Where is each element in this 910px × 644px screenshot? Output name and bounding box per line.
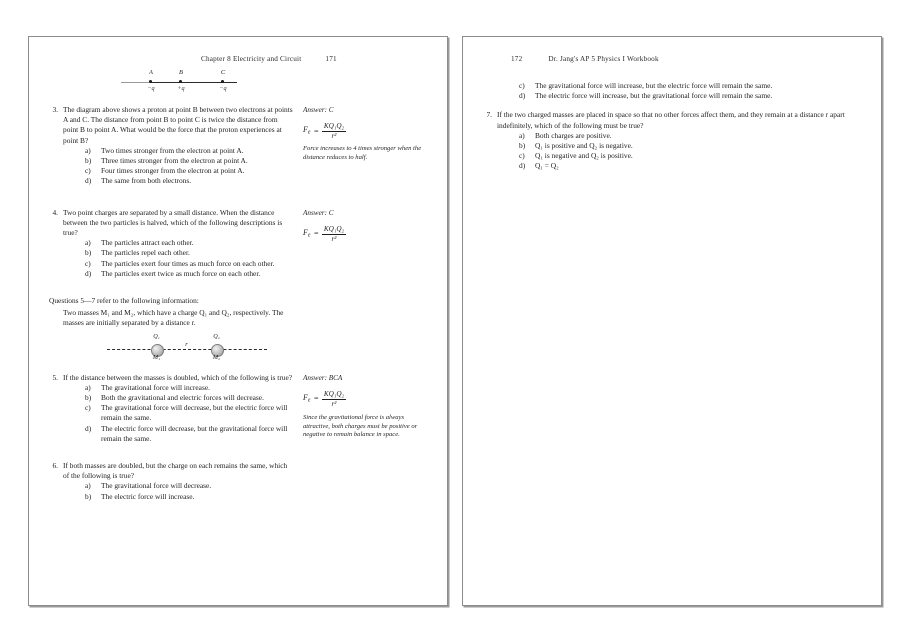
choice-label: c)	[85, 166, 91, 176]
formula-numerator: KQ₁Q₂	[322, 123, 346, 132]
left-header-folio: 171	[325, 55, 337, 63]
choice-label: c)	[85, 403, 91, 413]
answer-5	[303, 373, 427, 440]
formula-equals: =	[313, 229, 319, 239]
choice-text: Four times stronger from the electron at point A.	[101, 166, 245, 176]
choice[interactable]	[85, 383, 293, 393]
choice[interactable]	[519, 151, 861, 161]
figure-two-masses	[107, 333, 267, 363]
choice[interactable]	[85, 238, 293, 248]
right-header-folio: 172	[511, 55, 523, 63]
choice-text: The particles attract each other.	[101, 238, 194, 248]
figure-charge-q1: Q₁	[153, 332, 160, 340]
formula-fraction	[322, 226, 346, 243]
answer-4	[303, 208, 427, 243]
choice-label: b)	[85, 393, 92, 403]
choice-text: Both charges are positive.	[535, 130, 612, 140]
choice[interactable]	[519, 81, 861, 91]
question-6-stem: If both masses are doubled, but the charge on each remains the same, which of the following is true?	[63, 461, 288, 481]
formula-lhs: $F_e$	[303, 393, 311, 404]
question-5-stem: If the distance between the masses is doubled, which of the following is true?	[63, 372, 293, 382]
questions-5-7-intro	[49, 296, 293, 329]
choice-text: The particles exert four times as much force on each other.	[101, 258, 275, 268]
question-row-4	[49, 208, 427, 290]
choice-label: d)	[519, 161, 526, 171]
choice-label: b)	[85, 248, 92, 258]
choice[interactable]	[85, 259, 293, 269]
figure-label-b: B	[179, 69, 183, 76]
choice-text: The gravitational force will decrease, but the electric force will remain the same.	[101, 403, 288, 423]
choice-label: c)	[519, 151, 525, 161]
choice-label: a)	[519, 130, 525, 140]
left-page	[28, 36, 448, 606]
figure-charge-a: −q	[147, 85, 155, 92]
choice-label: b)	[85, 156, 92, 166]
question-6	[49, 461, 293, 502]
choice-text: The gravitational force will decrease.	[101, 481, 212, 491]
question-3-choices	[63, 146, 293, 187]
choice-text: Q₁ is negative and Q₂ is positive.	[535, 151, 633, 161]
question-5-number: 5.	[52, 372, 58, 382]
question-3-stem: The diagram above shows a proton at point B between two electrons at points A and C. The distance from point B to point C is twice the distance from point B to point A. What would be the force that the proton experiences at point B?	[63, 105, 293, 145]
answer-3-formula	[303, 123, 427, 140]
choice-text: The gravitational force will increase, but the electric force will remain the same.	[535, 81, 773, 90]
question-7-stem: If the two charged masses are placed in space so that no other forces affect them, and they remain at a distance r apart indefinitely, which of the following must be true?	[497, 110, 845, 130]
question-3-number: 3.	[52, 105, 58, 114]
intro-text: Two masses M₁ and M₂, which have a charge Q₁ and Q₂, respectively. The masses are initially separated by a distance r.	[63, 308, 284, 328]
choice-label: a)	[85, 382, 91, 392]
figure-separation-label: r	[185, 340, 188, 348]
choice-label: a)	[85, 238, 91, 248]
choice-text: Q₁ is positive and Q₂ is negative.	[535, 141, 633, 151]
choice-label: d)	[85, 268, 92, 278]
question-row-5	[49, 373, 427, 455]
choice[interactable]	[85, 248, 293, 258]
answer-4-label: Answer: C	[303, 208, 334, 217]
question-6-continued-choices	[497, 81, 861, 101]
question-7-number: 7.	[486, 110, 492, 120]
question-row-6	[49, 461, 427, 513]
question-5	[49, 373, 293, 444]
choice-label: a)	[85, 481, 91, 491]
choice-text: Two times stronger from the electron at point A.	[101, 145, 244, 155]
choice[interactable]	[85, 176, 293, 186]
choice[interactable]	[85, 492, 293, 502]
figure-label-a: A	[149, 69, 153, 76]
choice[interactable]	[85, 166, 293, 176]
figure-axis	[151, 82, 237, 83]
answer-5-formula	[303, 391, 427, 408]
choice[interactable]	[519, 141, 861, 151]
figure-charge-b: +q	[177, 85, 185, 92]
choice-label: d)	[519, 91, 526, 101]
intro-lead: Questions 5—7 refer to the following information:	[49, 296, 199, 306]
formula-numerator: KQ₁Q₂	[322, 391, 346, 400]
choice-label: c)	[85, 258, 91, 268]
choice-text: The particles repel each other.	[101, 248, 190, 258]
question-4	[49, 208, 293, 279]
question-6-number: 6.	[52, 461, 58, 471]
answer-3	[303, 105, 427, 163]
answer-3-label: Answer: C	[303, 106, 334, 114]
figure-label-c: C	[220, 69, 226, 76]
question-4-number: 4.	[52, 207, 58, 217]
formula-lhs: $F_e$	[303, 228, 311, 239]
choice[interactable]	[85, 146, 293, 156]
answer-4-formula	[303, 226, 427, 243]
answer-5-label: Answer: BCA	[303, 373, 343, 382]
choice-text: The same from both electrons.	[101, 176, 192, 186]
choice-label: c)	[519, 81, 525, 90]
formula-denominator: r²	[331, 132, 337, 141]
question-4-choices	[63, 238, 293, 279]
formula-denominator: r²	[331, 399, 337, 408]
choice-text: Three times stronger from the electron at point A.	[101, 156, 248, 166]
choice-label: d)	[85, 176, 92, 186]
choice[interactable]	[85, 424, 293, 444]
choice[interactable]	[85, 403, 293, 423]
formula-numerator: KQ₁Q₂	[322, 226, 346, 235]
figure-three-charges	[121, 69, 237, 95]
choice-text: The electric force will increase.	[101, 491, 195, 501]
choice-text: The electric force will decrease, but the gravitational force will remain the same.	[101, 423, 288, 443]
choice-text: Both the gravitational and electric forces will decrease.	[101, 393, 264, 403]
formula-equals: =	[313, 394, 319, 404]
left-header-chapter: Chapter 8 Electricity and Circuit	[201, 55, 302, 63]
question-row-3	[49, 105, 427, 198]
choice-text: The gravitational force will increase.	[101, 382, 210, 392]
formula-fraction	[322, 391, 346, 408]
question-7	[483, 110, 861, 171]
choice-label: b)	[85, 491, 92, 501]
figure-mass-m2: M₂	[212, 353, 221, 361]
choice[interactable]	[85, 393, 293, 403]
figure-axis-grey-segment	[121, 82, 151, 83]
formula-fraction	[322, 123, 346, 140]
question-6-continued	[483, 81, 861, 101]
choice[interactable]	[519, 131, 861, 141]
right-page	[462, 36, 882, 606]
question-6-choices	[63, 481, 293, 501]
question-6-continued-number	[483, 81, 497, 101]
formula-lhs: $F_e$	[303, 125, 311, 136]
formula-denominator: r²	[331, 234, 337, 243]
choice[interactable]	[85, 156, 293, 166]
question-5-choices	[63, 383, 293, 444]
question-4-stem: Two point charges are separated by a small distance. When the distance between the two particles is halved, which of the following descriptions is true?	[63, 207, 283, 238]
choice-text: The particles exert twice as much force on each other.	[101, 268, 261, 278]
choice-text: The electric force will increase, but the gravitational force will remain the same.	[535, 91, 773, 101]
choice[interactable]	[519, 161, 861, 171]
right-page-header	[483, 55, 861, 69]
question-7-choices	[497, 131, 861, 172]
choice-label: b)	[519, 141, 526, 151]
figure-charge-q2: Q₂	[213, 332, 220, 340]
choice[interactable]	[85, 269, 293, 279]
figure-dashed-axis	[107, 349, 267, 350]
figure-charge-c: −q	[219, 85, 227, 92]
choice-label: a)	[85, 145, 91, 155]
question-3	[49, 105, 293, 187]
right-header-title: Dr. Jang's AP 5 Physics I Workbook	[548, 55, 659, 63]
choice[interactable]	[85, 481, 293, 491]
choice[interactable]	[519, 91, 861, 101]
figure-mass-m1: M₁	[152, 353, 161, 361]
choice-text: Q₁ = Q₂	[535, 161, 559, 171]
left-page-header	[49, 55, 427, 69]
formula-equals: =	[313, 126, 319, 136]
answer-5-note: Since the gravitational force is always attractive, both charges must be positive or negative to remain balance in space.	[303, 414, 418, 439]
answer-3-note: Force increases to 4 times stronger when the distance reduces to half.	[303, 145, 422, 161]
choice-label: d)	[85, 423, 92, 433]
